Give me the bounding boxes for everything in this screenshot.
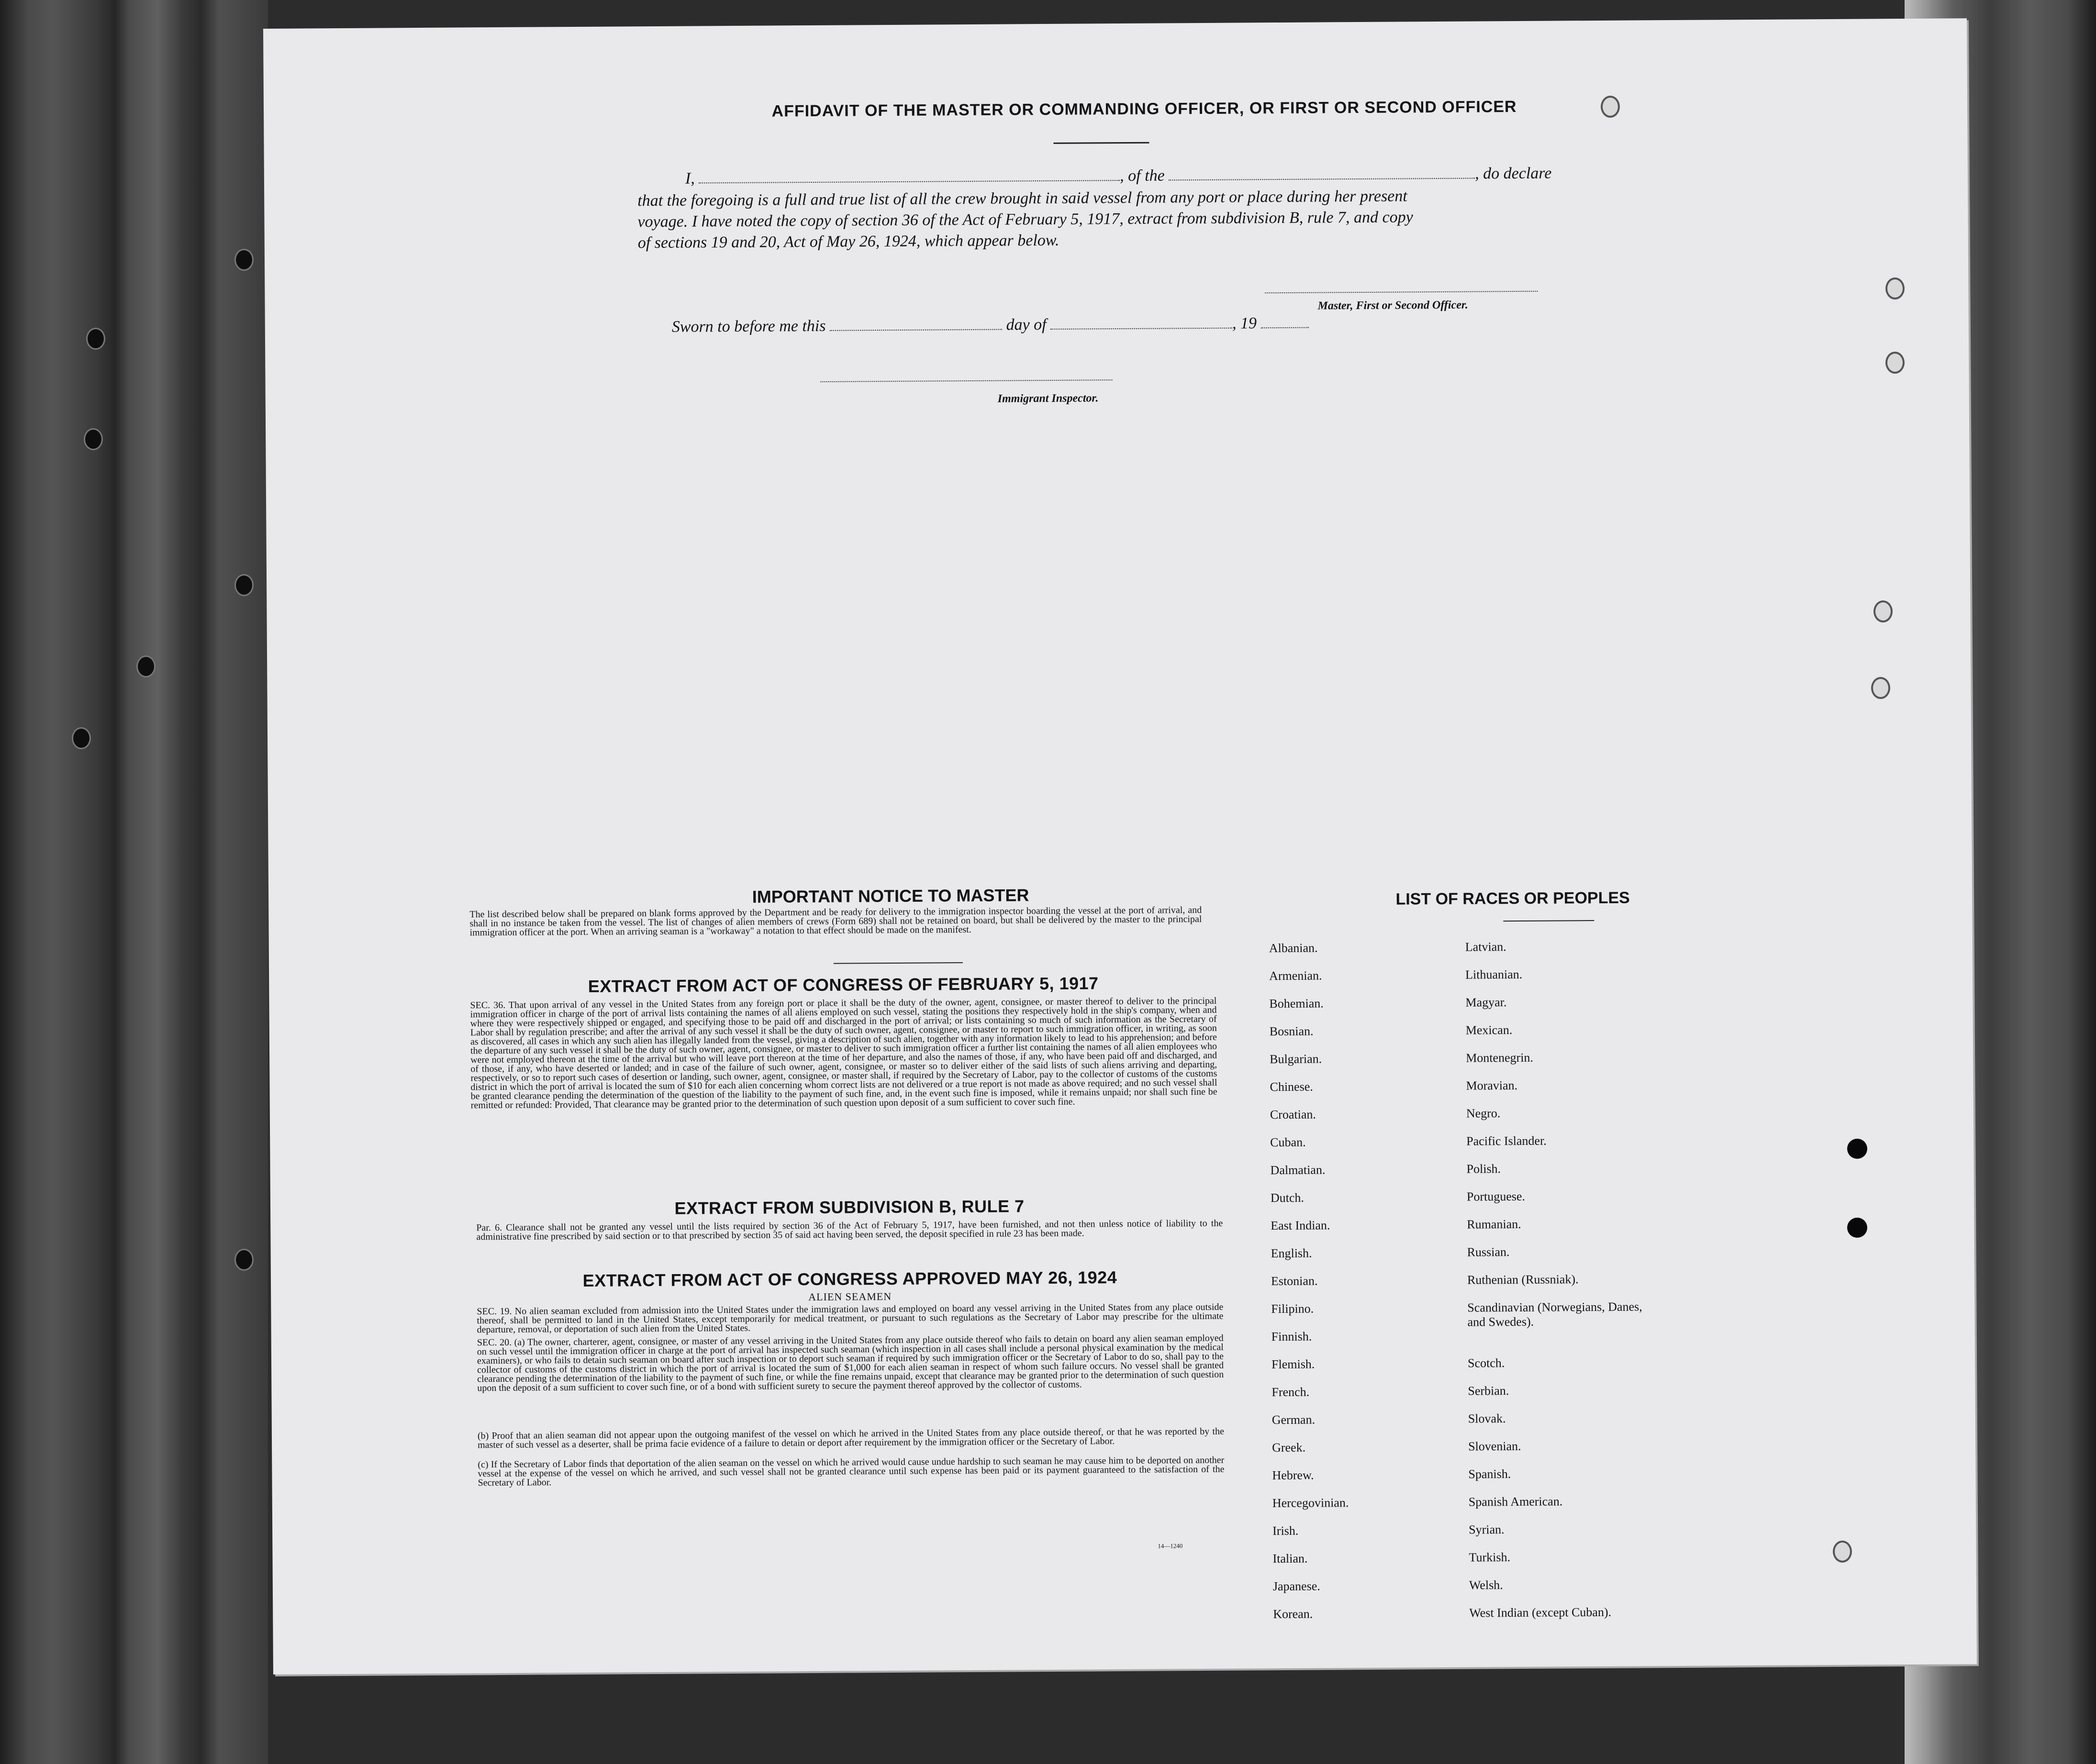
race-item: Montenegrin. [1466,1050,1534,1065]
affidavit-line-1 [685,163,1843,188]
affidavit-title: AFFIDAVIT OF THE MASTER OR COMMANDING OFFICER, OR FIRST OR SECOND OFFICER [771,98,1517,121]
inspector-label: Immigrant Inspector. [997,392,1099,405]
sworn-day-of: day of [1006,316,1047,334]
race-item: Negro. [1466,1106,1501,1121]
race-item: Magyar. [1465,995,1507,1010]
punch-hole [1833,1541,1852,1563]
extract-1917-body: SEC. 36. That upon arrival of any vessel in the United States from any foreign port or place it shall be the duty of the owner, agent, consignee, or master thereof to deliver to the principal immigration officer in charge of the port of arrival lists containing the names of all aliens employed on such vessel, stating the positions they respectively hold in the ship's company, when and where they were respectively shipped or engaged, and specifying those to be paid off and discharged in the port of arrival; or lists containing so much of such information as the Secretary of Labor shall by regulation prescribe; and after the arrival of any such vessel it shall be the duty of such owner, agent, consignee, or master to report to such immigration officer, in writing, as soon as discovered, all cases in which any such alien has illegally landed from the vessel, giving a description of such alien, together with any information likely to lead to his apprehension; and before the departure of any such vessel it shall be the duty of such owner, agent, consignee, or master to deliver to such immigration officer a further list containing the names of all alien employees who were not employed thereon at the time of the arrival but who will leave port thereon at the time of her departure, and also the names of those, if any, who have been paid off and discharged, and of those, if any, who have deserted or landed; and in case of the failure of such owner, agent, consignee, or master so to deliver either of the said lists of such aliens arriving and departing, respectively, or so to report such cases of desertion or landing, such owner, agent, consignee, or master shall, if required by the Secretary of Labor, pay to the collector of customs of the customs district in which the port of arrival is located the sum of $10 for each alien concerning whom correct lists are not delivered or a true report is not made as above required; and no such vessel shall be granted clearance pending the determination of the question of the liability to the payment of such fine, and, in the event such fine is imposed, while it remains unpaid; nor shall such fine be remitted or refunded: Provided, That clearance may be granted prior to the determination of such question upon deposit of a sum sufficient to cover such fine. [470,995,1217,1111]
race-item: Bohemian. [1269,996,1324,1011]
sworn-day-field[interactable] [830,318,1002,331]
race-item: Latvian. [1465,940,1506,954]
sworn-year: , 19 [1232,314,1257,333]
punch-hole [1885,277,1905,300]
race-item: West Indian (except Cuban). [1469,1605,1612,1620]
sworn-text: Sworn to before me this [671,317,826,336]
race-item: Spanish American. [1468,1494,1563,1509]
extract-rule7-body: Par. 6. Clearance shall not be granted any vessel until the lists required by section 36 of the Act of February 5, 1917, have been furnished, and not then unless notice of liability to the administrative fine prescribed by said section or to that prescribed by section 35 of said act having been served, the deposit specified in rule 23 has been made. [476,1218,1223,1243]
extract-1924-title: EXTRACT FROM ACT OF CONGRESS APPROVED MAY 26, 1924 [582,1267,1117,1290]
binder-hole [234,249,254,271]
race-item: Spanish. [1468,1467,1511,1481]
affidavit-line-3: voyage. I have noted the copy of section 36 of the Act of February 5, 1917, extract from subdivision B, rule 7, and copy [637,208,1413,231]
punch-hole [1601,96,1620,118]
race-item: Lithuanian. [1465,967,1523,982]
punch-hole [1871,677,1890,699]
punch-hole [1885,352,1905,374]
extract-1924-sec20c: (c) If the Secretary of Labor finds that deportation of the alien seaman on the vessel on which he arrived would cause undue hardship to such seaman he may cause him to be deported on another vessel at the expense of the vessel on which he arrived, and such vessel shall not be granted clearance until such expense has been paid or its payment guaranteed to the satisfaction of the Secretary of Labor. [478,1454,1225,1488]
race-item: Greek. [1272,1440,1306,1455]
race-item: Japanese. [1272,1579,1320,1594]
form-number: 14—1240 [1158,1542,1183,1550]
alien-seamen-subtitle: ALIEN SEAMEN [808,1290,892,1303]
race-item: Flemish. [1271,1357,1315,1372]
race-item: Slovak. [1468,1411,1506,1426]
race-item: Finnish. [1271,1329,1312,1344]
race-item: Hercegovinian. [1272,1496,1349,1510]
affidavit-i: I, [685,169,695,188]
race-item: English. [1271,1246,1312,1261]
binder-hole [84,428,103,450]
race-item: Serbian. [1468,1384,1509,1398]
race-item: Albanian. [1269,941,1318,955]
race-item: Moravian. [1466,1078,1518,1093]
race-item: Filipino. [1271,1301,1314,1316]
races-rule [1503,920,1594,921]
form-page [263,18,1977,1675]
race-item: Slovenian. [1468,1439,1521,1453]
master-signature-field[interactable] [1265,279,1538,293]
binder-hole [72,727,91,749]
vessel-blank-field[interactable] [1169,166,1475,181]
affidavit-of-the: , of the [1120,166,1165,185]
race-item: Ruthenian (Russniak). [1467,1272,1579,1287]
race-item: Scotch. [1467,1356,1505,1370]
affidavit-line-2: that the foregoing is a full and true list of all the crew brought in said vessel from any port or place during her present [637,187,1407,210]
race-item: Armenian. [1269,968,1322,983]
punch-hole [1847,1139,1867,1159]
race-item: Pacific Islander. [1466,1133,1547,1148]
race-item: Dalmatian. [1270,1163,1326,1177]
binder-hole [234,574,254,596]
race-item: Irish. [1272,1523,1299,1538]
binder-hole [86,328,105,350]
inspector-signature-field[interactable] [820,368,1112,382]
sworn-month-field[interactable] [1050,316,1232,330]
punch-hole [1847,1218,1867,1238]
name-blank-field[interactable] [699,168,1120,183]
master-signature-label: Master, First or Second Officer. [1317,299,1468,312]
notice-body: The list described below shall be prepared on blank forms approved by the Department and be ready for delivery to the immigration inspector boarding the vessel at the port of arrival, and shall in no instance be taken from the vessel. The list of changes of alien members of crews (Form 689) shall not be retained on board, but shall be delivered by the master to the principal immigration officer at the port. When an arriving seaman is a "workaway" a notation to that effect should be made on the manifest. [469,905,1202,938]
race-item: Italian. [1272,1551,1308,1566]
sworn-year-field[interactable] [1260,316,1308,329]
extract-1924-sec19: SEC. 19. No alien seaman excluded from admission into the United States under the immigration laws and employed on board any vessel arriving in the United States from any place outside thereof, shall be permitted to land in the United States, except temporarily for medical treatment, or pursuant to such regulations as the Secretary of Labor may prescribe for the ultimate departure, removal, or deportation of such alien from the United States. [477,1301,1224,1335]
race-item: Cuban. [1270,1135,1306,1150]
notice-title: IMPORTANT NOTICE TO MASTER [752,885,1029,907]
race-item: Polish. [1466,1162,1501,1176]
race-item: Scandinavian (Norwegians, Danes, and Swedes). [1467,1299,1642,1329]
race-item: Estonian. [1271,1274,1318,1288]
notice-rule [834,962,963,964]
punch-hole [1873,600,1893,622]
race-item: Syrian. [1469,1522,1505,1537]
extract-1924-sec20b: (b) Proof that an alien seaman did not appear upon the outgoing manifest of the vessel on which he arrived in the United States from any place outside thereof, or that he was reported by the master of such vessel as a deserter, shall be prima facie evidence of a failure to detain or deport after requirement by the immigration officer or the Secretary of Labor. [477,1426,1225,1451]
extract-rule7-title: EXTRACT FROM SUBDIVISION B, RULE 7 [674,1196,1025,1218]
race-item: Croatian. [1270,1107,1316,1122]
race-item: Portuguese. [1466,1189,1526,1204]
race-item: East Indian. [1271,1218,1330,1233]
binder-edge [0,0,268,1764]
race-item: Russian. [1467,1245,1510,1259]
race-item: Turkish. [1469,1550,1511,1564]
race-item: Chinese. [1270,1079,1313,1094]
race-item: Rumanian. [1467,1217,1521,1231]
race-item: Mexican. [1465,1023,1513,1037]
extract-1924-sec20a: SEC. 20. (a) The owner, charterer, agent, consignee, or master of any vessel arriving in the United States from any place outside thereof who fails to detain on board any alien seaman employed on such vessel until the immigration officer in charge at the port of arrival has inspected such seaman (which inspection in all cases shall include a personal physical examination by the medical examiners), or who fails to detain such seaman on board after such inspection or to deport such seaman if required by such immigration officer or the Secretary of Labor to do so, shall pay to the collector of customs of the customs district in which the port of arrival is located the sum of $1,000 for each alien seaman in respect of whom such failure occurs. No vessel shall be granted clearance pending the determination of the liability to the payment of such fine, or while the fine remains unpaid, except that clearance may be granted prior to the determination of such question upon the deposit of a sum sufficient to cover such fine, or of a bond with sufficient surety to secure the payment thereof approved by the collector of customs. [477,1332,1224,1394]
sworn-line [672,314,1309,336]
extract-1917-title: EXTRACT FROM ACT OF CONGRESS OF FEBRUARY 5, 1917 [588,973,1099,996]
race-item: German. [1271,1412,1316,1427]
title-rule [1053,142,1149,144]
race-item: Bosnian. [1269,1024,1314,1039]
race-item: Bulgarian. [1270,1052,1322,1066]
race-item: French. [1271,1385,1310,1399]
affidavit-line-4: of sections 19 and 20, Act of May 26, 1924, which appear below. [637,231,1059,252]
race-item: Hebrew. [1272,1468,1314,1483]
race-item: Dutch. [1270,1190,1304,1205]
races-title: LIST OF RACES OR PEOPLES [1395,888,1630,909]
affidavit-declare: , do declare [1475,164,1552,183]
race-item: Korean. [1273,1607,1313,1621]
race-item: Welsh. [1469,1578,1503,1592]
binder-hole [136,655,156,677]
binder-hole [234,1249,254,1271]
